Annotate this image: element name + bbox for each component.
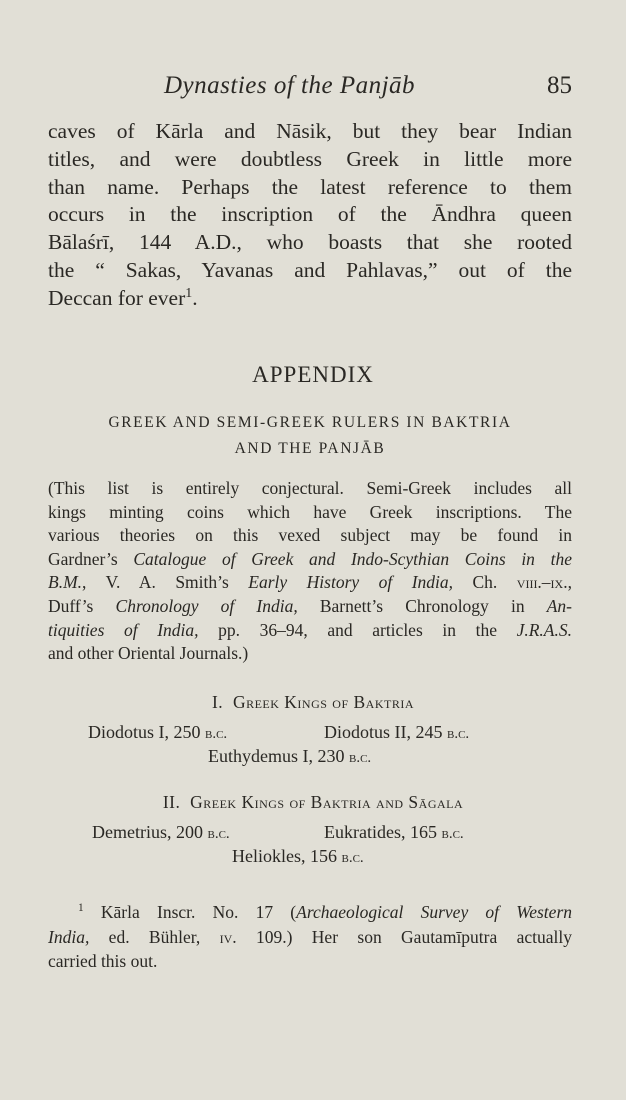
section-numeral: II. [162,792,181,812]
footnote-smallcaps: iv. [219,926,237,947]
ruler-name: Eukratides, 165 [324,822,437,842]
ruler-name: Diodotus II, 245 [324,722,443,742]
ruler-entry [208,746,371,767]
body-line: the “ Sakas, Yavanas and Pahlavas,” out of the [48,257,572,282]
ruler-entry [88,722,227,743]
intro-text: , V. A. Smith’s [82,572,249,593]
running-title: Dynasties of the Panjāb [164,72,416,99]
intro-line: and other Oriental Journals.) [48,643,249,664]
footnote-line: carried this out. [48,951,158,971]
intro-italic: Chronology of India, [115,595,298,616]
appendix-subtitle-line: GREEK AND SEMI-GREEK RULERS IN BAKTRIA [108,414,512,431]
section-numeral: I. [211,692,224,712]
footnote-text: ed. Bühler, [89,926,220,947]
intro-italic: tiquities of India, [48,619,199,640]
intro-line [48,619,572,643]
footnote-line [48,900,572,925]
ruler-entry [232,846,364,867]
body-line: Deccan for ever$^1$. [48,285,198,310]
page-number: 85 [547,72,572,99]
intro-text: Duff’s [48,595,116,616]
ruler-era: b.c. [441,826,464,842]
ruler-era: b.c. [207,826,230,842]
ruler-name: Demetrius, 200 [92,822,203,842]
ruler-name: Diodotus I, 250 [88,722,201,742]
body-line: caves of Kārla and Nāsik, but they bear Indian [48,119,572,143]
intro-smallcaps: viii.–ix., [516,572,572,593]
body-line: titles, and were doubtless Greek in little more [48,146,572,171]
intro-line: kings minting coins which have Greek inscriptions. The [48,501,572,522]
footnote-reference[interactable]: 1 [185,285,193,301]
intro-italic: J.R.A.S. [516,619,572,640]
intro-italic: B.M. [48,572,83,593]
appendix-title: APPENDIX [252,362,374,387]
ruler-era: b.c. [447,726,470,742]
footnote-text: Kārla Inscr. No. 17 ( [83,902,297,922]
appendix-intro [48,477,572,666]
section-heading-baktria-sagala [0,792,626,813]
footnote-marker: 1 [78,902,84,915]
intro-line [48,595,572,619]
intro-italic: Catalogue of Greek and Indo-Scythian Coins in the [133,548,572,569]
footnote-text: 109.) Her son Gautamīputra actually [236,926,572,947]
footnote-italic: India, [48,926,90,947]
footnote-line [48,925,572,950]
ruler-name: Heliokles, 156 [232,846,337,866]
intro-text: pp. 36–94, and articles in the [198,619,517,640]
section-title: Greek Kings of Baktria [232,692,415,712]
body-line: occurs in the inscription of the Āndhra queen [48,202,572,227]
body-line: Bālaśrī, 144 A.D., who boasts that she rooted [48,230,572,255]
ruler-era: b.c. [205,726,228,742]
intro-line [48,548,572,572]
appendix-subtitle [48,410,572,462]
intro-line: various theories on this vexed subject may be found in [48,525,572,546]
intro-text: Ch. [453,572,517,593]
intro-text: Gardner’s [48,548,134,569]
ruler-name: Euthydemus I, 230 [208,746,345,766]
appendix-subtitle-line: AND THE PANJĀB [234,440,386,457]
section-title: Greek Kings of Baktria and Sāgala [190,792,464,812]
footnote-italic: Archaeological Survey of Western [296,902,572,922]
ruler-entry [324,722,469,743]
intro-line [48,571,572,595]
body-line-text: Deccan for ever [48,285,186,310]
ruler-entry [324,822,464,843]
section-heading-baktria [0,692,626,713]
intro-text: Barnett’s Chronology in [297,595,547,616]
ruler-entry [92,822,230,843]
body-paragraph [48,118,572,313]
footnote [48,900,572,974]
ruler-era: b.c. [349,750,372,766]
running-head [48,72,572,104]
intro-line: (This list is entirely conjectural. Semi-Greek includes all [48,478,572,498]
intro-italic: An- [546,595,573,616]
ruler-era: b.c. [341,850,364,866]
intro-italic: Early History of India, [248,572,454,593]
body-line: than name. Perhaps the latest reference to them [48,174,572,199]
